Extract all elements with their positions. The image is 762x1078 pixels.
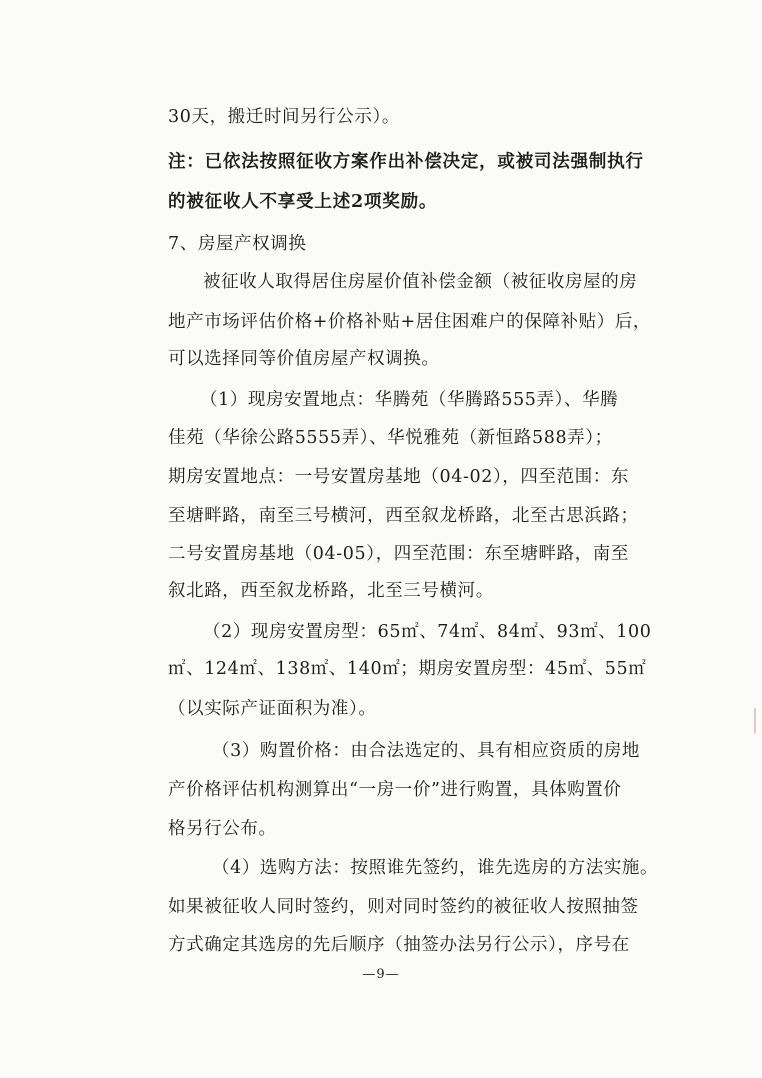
text-line: 如果被征收人同时签约，则对同时签约的被征收人按照抽签 <box>168 897 639 917</box>
text-line: 二号安置房基地（04-05），四至范围：东至塘畔路，南至 <box>168 544 629 564</box>
note-line: 注：已依法按照征收方案作出补偿决定，或被司法强制执行 <box>168 152 644 172</box>
text-line: 被征收人取得居住房屋价值补偿金额（被征收房屋的房 <box>203 272 638 292</box>
text-line: （以实际产证面积为准）。 <box>168 699 377 719</box>
text-line: （4）选购方法：按照谁先签约，谁先选房的方法实施。 <box>212 858 659 878</box>
text-line: （3）购置价格：由合法选定的、具有相应资质的房地 <box>212 741 641 761</box>
text-line: 方式确定其选房的先后顺序（抽签办法另行公示），序号在 <box>168 935 630 955</box>
text-line: 期房安置地点：一号安置房基地（04-02），四至范围：东 <box>168 467 629 487</box>
note-line: 的被征收人不享受上述2项奖励。 <box>168 192 438 212</box>
text-line: 叙北路，西至叙龙桥路，北至三号横河。 <box>168 581 494 601</box>
text-line: ㎡、124㎡、138㎡、140㎡；期房安置房型：45㎡、55㎡ <box>168 659 647 679</box>
text-line: （2）现房安置房型：65㎡、74㎡、84㎡、93㎡、100 <box>203 622 652 642</box>
section-heading: 7、房屋产权调换 <box>168 234 307 254</box>
text-line: 佳苑（华徐公路5555弄）、华悦雅苑（新恒路588弄）； <box>168 428 613 448</box>
text-line: 30天，搬迁时间另行公示）。 <box>168 107 400 127</box>
text-line: （1）现房安置地点：华腾苑（华腾路555弄）、华腾 <box>200 390 619 410</box>
page-number: —9— <box>362 967 400 982</box>
text-line: 地产市场评估价格+价格补贴+居住困难户的保障补贴）后， <box>168 312 652 332</box>
text-line: 至塘畔路，南至三号横河，西至叙龙桥路，北至古思浜路； <box>168 506 639 526</box>
scan-edge-mark <box>751 708 756 734</box>
text-line: 产价格评估机构测算出“一房一价”进行购置，具体购置价 <box>168 780 622 800</box>
text-line: 可以选择同等价值房屋产权调换。 <box>168 349 440 369</box>
text-line: 格另行公布。 <box>168 819 277 839</box>
